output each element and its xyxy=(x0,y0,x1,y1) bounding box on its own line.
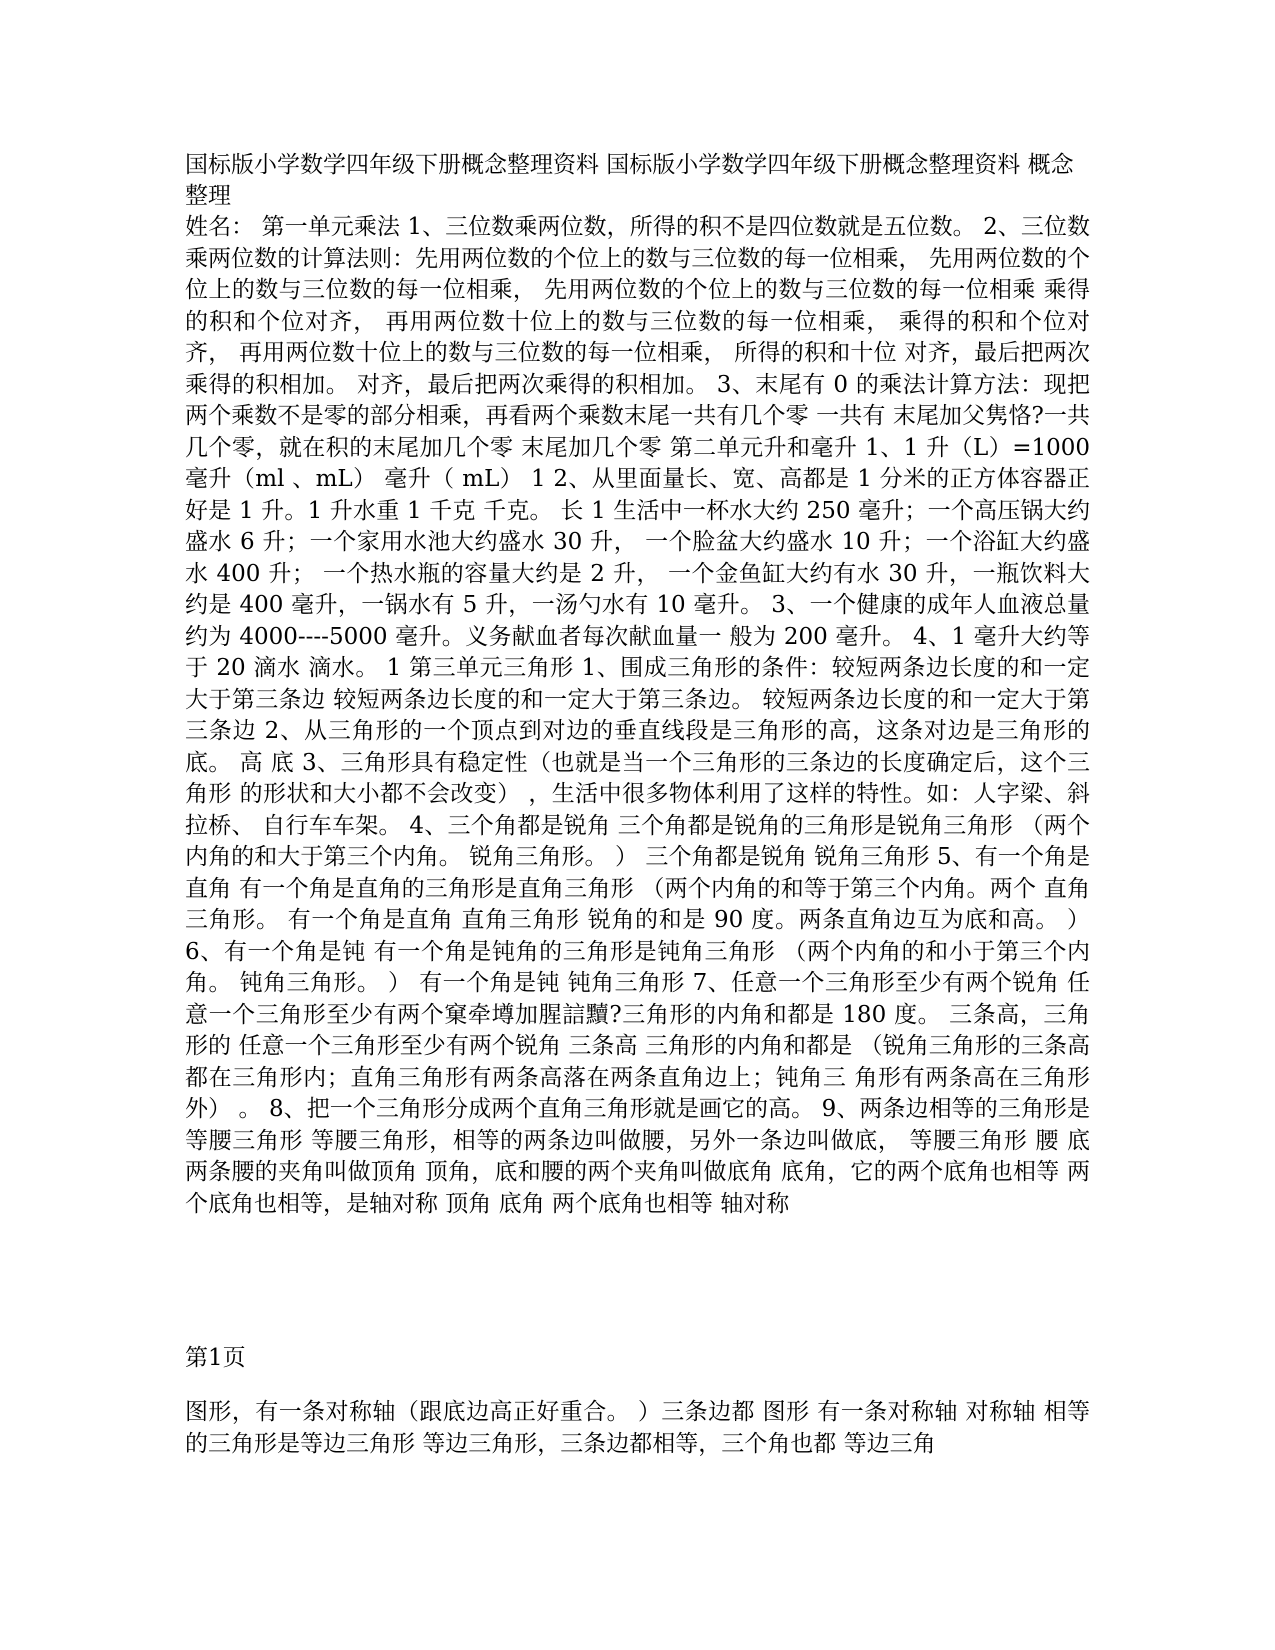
document-title: 国标版小学数学四年级下册概念整理资料 国标版小学数学四年级下册概念整理资料 概念整理 xyxy=(185,152,1074,209)
page-number-label: 第1页 xyxy=(185,1345,246,1371)
document-body-text: 姓名： 第一单元乘法 1、三位数乘两位数，所得的积不是四位数就是五位数。 2、三位数乘两位数的计算法则：先用两位数的个位上的数与三位数的每一位相乘， 先用两位数的个位上的数与三位数的每一位相乘， 先用两位数的个位上的数与三位数的每一位相乘 乘得的积和个位对齐， 再用两位数十位上的数与三位数的每一位相乘， 乘得的积和个位对齐， 再用两位数十位上的数与三位数的每一位相乘， 所得的积和十位 对齐，最后把两次乘得的积相加。 对齐，最后把两次乘得的积相加。 3、末尾有 0 的乘法计算方法：现把两个乘数不是零的部分相乘，再看两个乘数末尾一共有几个零 一共有 末尾加父隽恪?一共 几个零，就在积的末尾加几个零 末尾加几个零 第二单元升和毫升 1、1 升（L）=1000 毫升（ml 、mL） 毫升（ mL） 1 2、从里面量长、宽、高都是 1 分米的正方体容器正好是 1 升。1 升水重 1 千克 千克。 长 1 生活中一杯水大约 250 毫升；一个高压锅大约盛水 6 升；一个家用水池大约盛水 30 升， 一个脸盆大约盛水 10 升；一个浴缸大约盛水 400 升； 一个热水瓶的容量大约是 2 升， 一个金鱼缸大约有水 30 升，一瓶饮料大约是 400 毫升，一锅水有 5 升，一汤勺水有 10 毫升。 3、一个健康的成年人血液总量约为 4000----5000 毫升。义务献血者每次献血量一 般为 200 毫升。 4、1 毫升大约等于 20 滴水 滴水。 1 第三单元三角形 1、围成三角形的条件：较短两条边长度的和一定大于第三条边 较短两条边长度的和一定大于第三条边。 较短两条边长度的和一定大于第三条边 2、从三角形的一个顶点到对边的垂直线段是三角形的高，这条对边是三角形的底。 高 底 3、三角形具有稳定性（也就是当一个三角形的三条边的长度确定后，这个三角形 的形状和大小都不会改变） ，生活中很多物体利用了这样的特性。如：人字梁、斜拉桥、 自行车车架。 4、三个角都是锐角 三个角都是锐角的三角形是锐角三角形 （两个内角的和大于第三个内角。 锐角三角形。 ） 三个角都是锐角 锐角三角形 5、有一个角是直角 有一个角是直角的三角形是直角三角形 （两个内角的和等于第三个内角。两个 直角三角形。 有一个角是直角 直角三角形 锐角的和是 90 度。两条直角边互为底和高。 ） 6、有一个角是钝 有一个角是钝角的三角形是钝角三角形 （两个内角的和小于第三个内角。 钝角三角形。 ） 有一个角是钝 钝角三角形 7、任意一个三角形至少有两个锐角 任意一个三角形至少有两个窠牵壿加腥誩黷?三角形的内角和都是 180 度。 三条高，三角形的 任意一个三角形至少有两个锐角 三条高 三角形的内角和都是 （锐角三角形的三条高都在三角形内；直角三角形有两条高落在两条直角边上；钝角三 角形有两条高在三角形外） 。 8、把一个三角形分成两个直角三角形就是画它的高。 9、两条边相等的三角形是等腰三角形 等腰三角形，相等的两条边叫做腰，另外一条边叫做底， 等腰三角形 腰 底 两条腰的夹角叫做顶角 顶角，底和腰的两个夹角叫做底角 底角，它的两个底角也相等 两个底角也相等，是轴对称 顶角 底角 两个底角也相等 轴对称 xyxy=(185,214,1090,1217)
document-continuation-text: 图形，有一条对称轴（跟底边高正好重合。 ）三条边都 图形 有一条对称轴 对称轴 相等的三角形是等边三角形 等边三角形，三条边都相等，三个角也都 等边三角 xyxy=(185,1399,1090,1457)
